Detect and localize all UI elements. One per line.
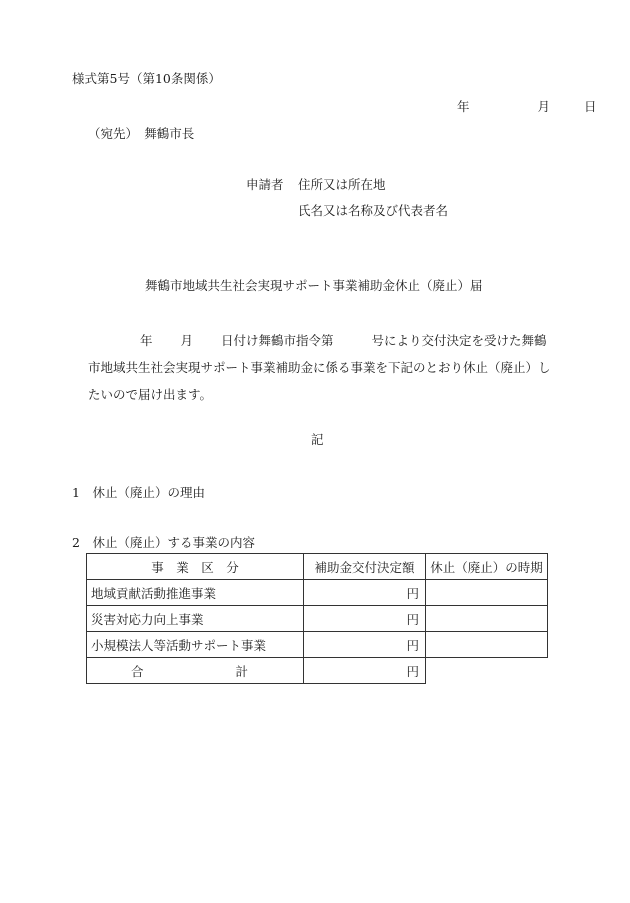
row-category: 小規模法人等活動サポート事業 [87, 632, 304, 658]
table-row [87, 606, 548, 632]
row-amount: 円 [304, 632, 426, 658]
document-title: 舞鶴市地域共生社会実現サポート事業補助金休止（廃止）届 [145, 278, 483, 293]
body-year: 年 [140, 333, 153, 348]
items-table [86, 553, 548, 684]
body-mid: 日付け舞鶴市指令第 [221, 333, 334, 348]
form-number: 様式第5号（第10条関係） [72, 71, 221, 86]
row-period [426, 632, 548, 658]
row-period [426, 580, 548, 606]
row-period [426, 606, 548, 632]
total-label-2: 計 [235, 663, 249, 679]
row-category: 災害対応力向上事業 [87, 606, 304, 632]
header-category: 事 業 区 分 [87, 554, 304, 580]
row-amount: 円 [304, 606, 426, 632]
table-row [87, 580, 548, 606]
addressee: （宛先） 舞鶴市長 [88, 126, 195, 141]
date-month: 月 [537, 99, 550, 114]
ki-heading: 記 [311, 432, 324, 447]
body-line-1 [88, 327, 568, 354]
total-label [87, 658, 304, 684]
body-line-3: たいので届け出ます。 [88, 387, 213, 402]
section-1-heading: 1 休止（廃止）の理由 [72, 485, 205, 500]
total-empty [426, 658, 548, 684]
section-2-heading: 2 休止（廃止）する事業の内容 [72, 535, 255, 550]
total-label-1: 合 [131, 663, 144, 679]
date-day: 日 [583, 99, 597, 114]
header-amount: 補助金交付決定額 [304, 554, 426, 580]
applicant-label: 申請者 [246, 177, 284, 192]
date-line [457, 99, 597, 115]
table-total-row [87, 658, 548, 684]
header-period: 休止（廃止）の時期 [426, 554, 548, 580]
table-row [87, 632, 548, 658]
body-line-2: 市地域共生社会実現サポート事業補助金に係る事業を下記のとおり休止（廃止）し [88, 360, 551, 375]
applicant-name-label: 氏名又は名称及び代表者名 [298, 203, 449, 218]
body-text [88, 327, 568, 408]
body-month: 月 [180, 333, 194, 348]
total-amount: 円 [304, 658, 426, 684]
table-header-row [87, 554, 548, 580]
row-category: 地域貢献活動推進事業 [87, 580, 304, 606]
row-amount: 円 [304, 580, 426, 606]
applicant-address-label: 住所又は所在地 [298, 177, 386, 192]
date-year: 年 [457, 99, 470, 114]
body-end: 号により交付決定を受けた舞鶴 [371, 333, 547, 348]
